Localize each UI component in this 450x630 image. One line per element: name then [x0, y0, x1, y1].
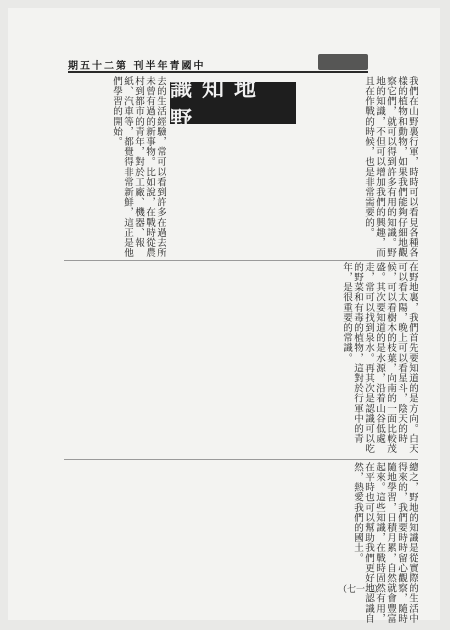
text-column-right-upper: 我們在山野裏行軍，時時可以看見各種各樣的植物和動物，如果我們能夠仔細地觀察它們，就可以得到許多有用的知識。野地的知識，不但可以增加我們的興趣，而且在作戰的時候，也是非常需要的。 — [363, 76, 418, 258]
header-text: 期五十二第 刊半年青國中 — [68, 61, 206, 72]
text-column-middle: 在野地裏，我們首先要知道的是方向。白天可以看太陽，晚上可以看星斗，陰天的時候，可以看樹木的枝葉，向南的一面比較茂盛。其次要知道的是水源，沿着山谷低處走，常可以找到泉水。再其次是認識可以吃的野菜和有毒的植物，這對於行軍中的青年，是很重要的常識。 — [341, 262, 418, 454]
ink-smudge — [318, 54, 368, 70]
text-column-left-upper: 去的生活經驗，常可以看到許多在過去所未曾有過的新事物。比如說，在戰時從農村到都市的青年，對於工廠、機器、報紙、汽車等，都覺得非常新鮮，這正是他們學習的開始。 — [111, 76, 166, 258]
article-title: 識知地野 — [170, 82, 296, 124]
divider — [64, 260, 418, 261]
divider — [64, 459, 418, 460]
text-column-lower: 總之，野地的知識是從實際的生活中得來的，我們要時時留心觀察，隨時隨地學習，日積月累，自然就會豐富起來。這些知識，在戰時固然有用，在平時也可以幫助我們更好地認識自然，熱愛我們的國土。 — [352, 462, 418, 624]
page-number: （七一二） — [338, 585, 384, 595]
